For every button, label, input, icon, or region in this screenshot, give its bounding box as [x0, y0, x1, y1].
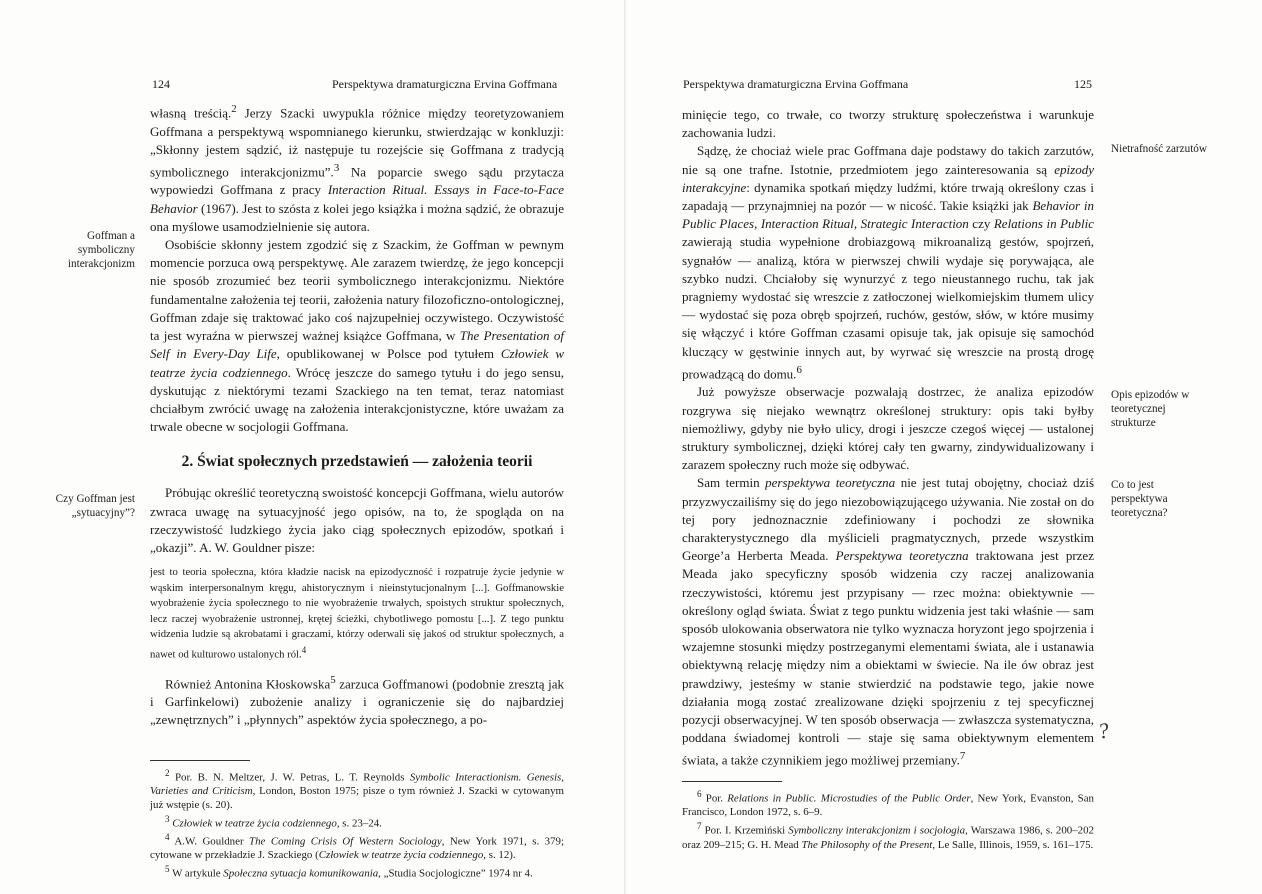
- footnote-2: [150, 767, 564, 813]
- footnote-number: 6: [697, 788, 702, 799]
- margin-note-nietrafnosc-zarzutow: Nietrafność zarzutów: [1111, 143, 1207, 155]
- text-run: Por. B. N. Meltzer, J. W. Petras, L. T. Reynolds: [169, 771, 410, 784]
- section-heading: 2. Świat społecznych przedstawień — założenia teorii: [181, 453, 533, 471]
- running-head-right: Perspektywa dramaturgiczna Ervina Goffmana: [683, 77, 909, 91]
- text-run: Sądzę, że chociaż wiele prac Goffmana daje podstawy do takich zarzutów, nie są one trafne. Istotnie, przedmiotem jego zainteresowania są: [682, 143, 1094, 177]
- running-head-left: Perspektywa dramaturgiczna Ervina Goffmana: [332, 77, 558, 91]
- page-gutter: [624, 0, 626, 894]
- book-title: Symboliczny interakcjonizm i socjologia: [788, 824, 966, 837]
- paragraph: Już powyższe obserwacje pozwalają dostrzec, że analiza epizodów rozgrywa się niejako wewnątrz określonej struktury: opis taki byłby niemożliwy, gdyby nie było ulicy, drogi i jeszcze czegoś więcej — ustalonej struktury symbolicznej, dzięki której cały ten gwarny, zindywidualizowany i zarazem społeczny ruch może się odbywać.: [682, 384, 1094, 473]
- text-run: , opublikowanej w Polsce pod tytułem: [276, 346, 501, 362]
- footnote-ref: 4: [301, 644, 307, 655]
- article-title: Społeczna sytuacja komunikowania: [223, 867, 379, 880]
- text-run: Jerzy Szacki uwypukla różnice między teoretyzowaniem Goffmana a perspektywą wspomnianego kierunku, stwierdzając w konkluzji: „Skłonny jestem sądzić, iż następuje tu rozejście się Goffmana z tradycją symbolicznego interakcjonizmu”.: [150, 105, 564, 180]
- text-run: traktowana jest przez Meada jako specyficzny sposób widzenia czy raczej analizowania rzeczywistości, któremu jest przypisany — rzec można: obiektywnie — określony ogląd świata. Świat z tego punktu widzenia jest taki właśnie — sam sposób ulokowania obserwatora nie tylko wyznacza horyzont jego spojrzenia i wzajemne stosunki między postrzeganymi elementami świata, ale i ustanawia obiektywną relację między nim a obiektami w świecie. Na ile ów obraz jest prawdziwy, jesteśmy w stanie stwierdzić na podstawie tego, jakie nowe działania mogą zostać zrealizowane dzięki spojrzeniu z tej specyficznej pozycji obserwacyjnej. W ten sposób obserwacja — zwłaszcza systematyczna, poddana świadomej kontroli — staje się sama obiektywnym elementem świata, a także czynnikiem jego możliwej przemiany.: [682, 548, 1094, 768]
- emphasis: Perspektywa teoretyczna: [835, 548, 969, 564]
- book-title: Relations in Public. Microstudies of the Public Order: [727, 792, 971, 805]
- text-run: , s. 23–24.: [336, 817, 382, 830]
- text-run: nie jest tutaj obojętny, chociaż dziś przyzwyczailiśmy się do jego niezobowiązującego używania. Nie został on do tej pory jednoznacznie zdefiniowany i pochodzi ze słownika charakterystycznego dla myślicieli pragmatycznych, przede wszystkim George’a Herberta Meada.: [682, 475, 1095, 564]
- footnote-ref: 2: [231, 103, 237, 115]
- text-run: , Warszawa 1986, s. 200–202 oraz 209–215; G. H. Mead: [682, 824, 1094, 851]
- footnote-ref: 5: [330, 673, 336, 686]
- handwritten-question-mark: ?: [1095, 717, 1112, 744]
- book-title: Symbolic Interactionism. Genesis, Varieties and Criticism: [150, 771, 564, 798]
- paragraph: [682, 474, 1094, 770]
- text-run: Również Antonina Kłoskowska: [165, 676, 331, 692]
- footnote-3: [150, 813, 564, 831]
- book-title: Interaction Ritual. Essays in Face-to-Face Behavior: [150, 182, 564, 216]
- text-run: jest to teoria społeczna, która kładzie nacisk na epizodyczność i rozpatruje życie jedynie w wąskim interpersonalnym kręgu, ahistorycznym i nieinstytucjonalnym [...]. Goffmanowskie wyobrażenie życia społecznego to nie wyobrażenie trwałych, spoistych struktur społecznych, lecz raczej wyobrażenie ustronnej, krętej ścieżki, chybotliwego pomostu [...]. Z tego punktu widzenia ludzie są akrobatami i graczami, którzy oderwali się jakoś od struktur społecznych, a nawet od kulturowo ustalonych ról.: [150, 566, 564, 661]
- footnote-number: 4: [165, 832, 170, 843]
- book-title: Człowiek w teatrze życia codziennego: [318, 849, 484, 862]
- text-run: własną treścią.: [150, 105, 232, 121]
- page-number-left: 124: [152, 77, 170, 91]
- book-title: Behavior in Public Places, Interaction Ritual, Strategic Interaction: [682, 198, 1095, 232]
- text-run: , „Studia Socjologiczne” 1974 nr 4.: [378, 867, 533, 880]
- book-title: The Philosophy of the Present: [801, 838, 933, 851]
- paragraph: minięcie tego, co trwałe, co tworzy strukturę społeczeństwa i warunkuje zachowania ludzi.: [682, 107, 1094, 141]
- emphasis: perspektywa teoretyczna: [765, 475, 896, 491]
- paragraph: Próbując określić teoretyczną swoistość koncepcji Goffmana, wielu autorów zwraca uwagę na sytuacyjność jego opisów, na to, że spogląda on na rzeczywistość ludzkiego życia jako ciąg społecznych epizodów, spotkań i „okazji”. A. W. Gouldner pisze:: [150, 485, 564, 555]
- text-run: : dynamika spotkań między ludźmi, które trwają określony czas i zapadają — przynajmniej na pozór — w nicość. Takie książki jak: [682, 179, 1094, 214]
- text-run: Sam termin: [697, 475, 766, 491]
- footnote-ref: 7: [959, 750, 966, 763]
- text-run: Osobiście skłonny jestem zgodzić się z Szackim, że Goffman w pewnym momencie porzuca ową perspektywę. Ale zarazem twierdzę, że jego koncepcji nie sposób zrozumieć bez teorii symbolicznego interakcjonizmu. Niektóre fundamentalne założenia tej teorii, założenia natury filozoficzno-ontologicznej, Goffman zdaje się traktować jako coś najzupełniej oczywistego. Oczywistość ta jest wyraźna w pierwszej ważnej książce Goffmana, w: [150, 237, 564, 344]
- text-run: W artykule: [169, 867, 224, 880]
- text-run: zawierają studia wypełnione drobiazgową mikroanalizą gestów, spojrzeń, sygnałów — analizą, która w pierwszej chwili wydaje się porywająca, ale szybko nudzi. Chciałoby się wynurzyć z tego nieustannego ruchu, tak jak pragniemy wydostać się wreszcie z zatłoczonej wielkomiejskim tłumem ulicy — wydostać się poza obręb spojrzeń, ruchów, gestów, słów, w które musimy się włączyć i które Goffman czasami opisuje tak, jak opisuje się samochód kluczący w gęstwinie innych aut, by wyrwać się wreszcie na prostą drogę prowadzącą do domu.: [682, 234, 1094, 382]
- text-run: A.W. Gouldner: [169, 835, 250, 848]
- text-run: , New York, Evanston, San Francisco, London 1972, s. 6–9.: [682, 792, 1095, 819]
- footnote-7: [682, 820, 1094, 852]
- book-title: The Coming Crisis Of Western Sociology: [249, 835, 442, 848]
- text-run: Por.: [701, 792, 728, 805]
- right-page-body: [682, 106, 1094, 852]
- footnote-number: 2: [165, 767, 170, 778]
- block-quote: [150, 565, 564, 663]
- book-title: Człowiek w teatrze życia codziennego: [150, 346, 564, 380]
- paragraph: [150, 236, 564, 436]
- footnote-number: 5: [165, 864, 170, 875]
- text-run: czy: [968, 216, 994, 232]
- margin-note-czy-goffman-sytuacyjny: Czy Goffman jest „sytuacyjny”?: [55, 493, 135, 519]
- text-run: zarzuca Goffmanowi (podobnie zresztą jak i Garfinkelowi) zubożenie analizy i ograniczenie się do najbardziej „zewnętrznych” i „płynnych” aspektów życia społecznego, a po-: [150, 676, 565, 728]
- footnote-6: [682, 788, 1094, 820]
- footnote-ref: 3: [333, 161, 340, 174]
- emphasis: epizody interakcyjne: [682, 161, 1094, 195]
- margin-note-perspektywa-teoretyczna: Co to jest perspektywa teoretyczna?: [1111, 479, 1168, 519]
- paragraph: [150, 671, 564, 730]
- text-run: , Le Salle, Illinois, 1959, s. 161–175.: [932, 838, 1094, 851]
- footnote-4: [150, 831, 564, 863]
- margin-note-opis-epizodow: Opis epizodów w teoretycznej strukturze: [1111, 389, 1190, 429]
- footnote-5: [150, 863, 564, 881]
- book-title: Relations in Public: [993, 216, 1095, 232]
- left-page-body: [150, 100, 564, 882]
- footnote-ref: 6: [796, 363, 802, 376]
- footnote-number: 3: [165, 813, 170, 824]
- page-number-right: 125: [1074, 77, 1092, 91]
- footnote-rule: [150, 760, 250, 761]
- paragraph: [682, 142, 1094, 383]
- text-run: Na poparcie swego sądu przytacza wypowiedzi Goffmana z pracy: [150, 164, 565, 198]
- text-run: . Wrócę jeszcze do samego tytułu i do jego sensu, dyskutując z niektórymi tezami Szackiego na ten temat, teraz natomiast chciałbym zwrócić uwagę na założenia interakcjonistyczne, które uważam za trwale obecne w socjologii Goffmana.: [150, 364, 564, 435]
- footnote-rule: [682, 781, 782, 782]
- book-title: Człowiek w teatrze życia codziennego: [172, 817, 337, 830]
- footnote-number: 7: [697, 821, 702, 832]
- book-title: The Presentation of Self in Every-Day Life: [150, 328, 564, 362]
- margin-note-goffman-interakcjonizm: Goffman a symboliczny interakcjonizm: [67, 230, 135, 270]
- text-run: , s. 12).: [483, 849, 516, 862]
- paragraph: [150, 100, 564, 236]
- text-run: , New York 1971, s. 379; cytowane w przekładzie J. Szackiego (: [150, 835, 564, 862]
- text-run: Por. I. Krzemiński: [701, 824, 789, 837]
- text-run: , London, Boston 1975; pisze o tym również J. Szacki w cytowanym już wstępie (s. 20).: [150, 785, 564, 811]
- text-run: (1967). Jest to szósta z kolei jego książka i można sądzić, że obrazuje ona myślowe usamodzielnienie się autora.: [150, 200, 564, 234]
